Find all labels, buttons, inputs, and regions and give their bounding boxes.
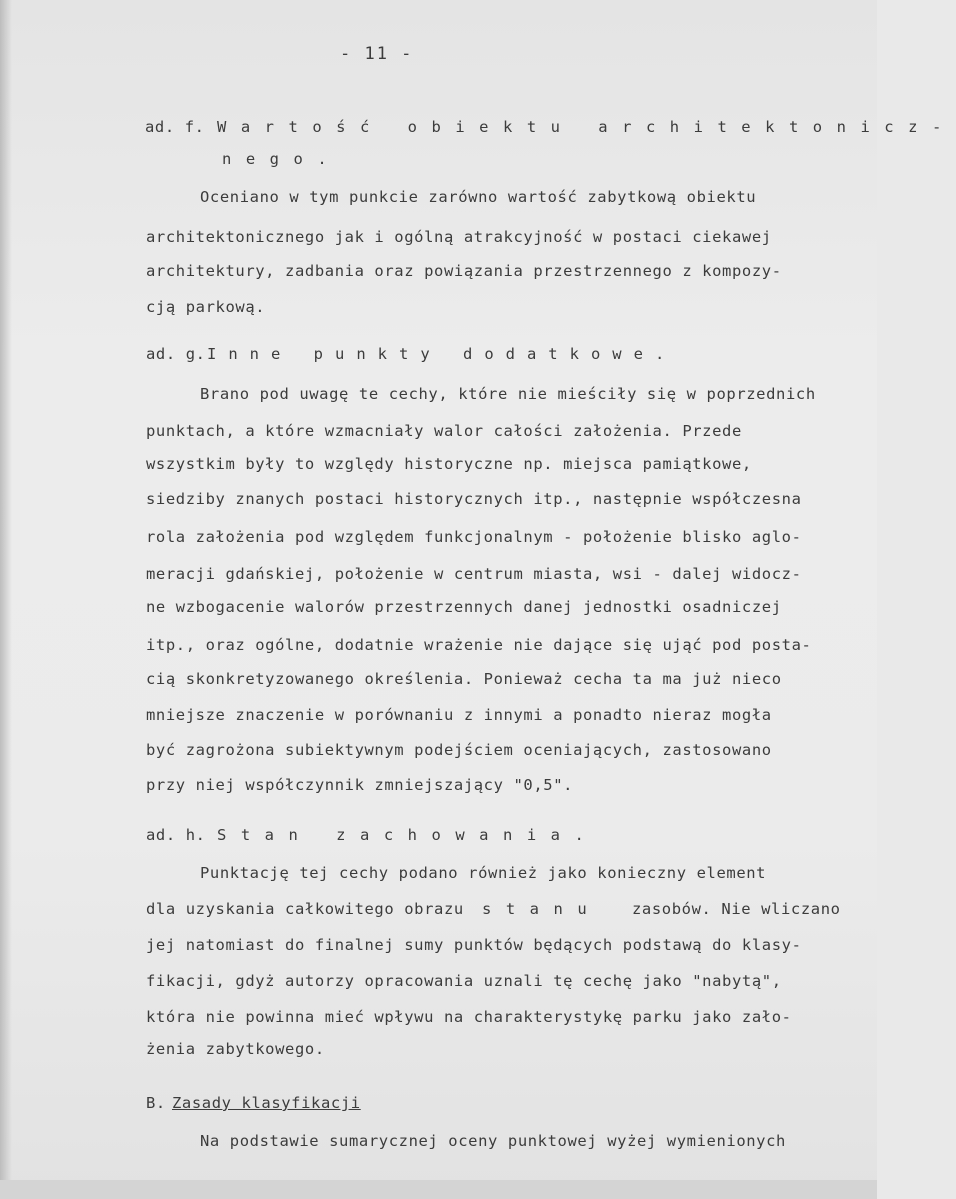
section-g-body-line: przy niej współczynnik zmniejszający "0,5". <box>146 776 574 794</box>
section-g-body-line: Brano pod uwagę te cechy, które nie mieściły się w poprzednich <box>200 385 816 403</box>
scan-edge-shadow <box>0 0 12 1199</box>
section-f-title-1: Wartość obiektu architektonicz- <box>217 118 956 136</box>
section-h-inline-spaced: stanu <box>482 900 602 918</box>
section-h-body-line: fikacji, gdyż autorzy opracowania uznali tę cechę jako "nabytą", <box>146 972 782 990</box>
section-g-body-line: mniejsze znaczenie w porównaniu z innymi a ponadto nieraz mogła <box>146 706 772 724</box>
section-g-body-line: punktach, a które wzmacniały walor całości założenia. Przede <box>146 422 742 440</box>
section-g-body-line: wszystkim były to względy historyczne np. miejsca pamiątkowe, <box>146 455 752 473</box>
section-f-body-line: Oceniano w tym punkcie zarówno wartość zabytkową obiektu <box>200 188 757 206</box>
section-h-title: Stan zachowania. <box>217 826 599 844</box>
section-h-label: ad. h. <box>146 826 206 844</box>
section-g-body-line: meracji gdańskiej, położenie w centrum miasta, wsi - dalej widocz- <box>146 565 802 583</box>
section-h-body-line: dla uzyskania całkowitego obrazu <box>146 900 464 918</box>
section-h-body-line: Punktację tej cechy podano również jako konieczny element <box>200 864 767 882</box>
section-h-body-line: która nie powinna mieć wpływu na charakterystykę parku jako zało- <box>146 1008 792 1026</box>
section-f-body-line: architektury, zadbania oraz powiązania przestrzennego z kompozy- <box>146 262 782 280</box>
section-g-body-line: rola założenia pod względem funkcjonalnym - położenie blisko aglo- <box>146 528 802 546</box>
section-h-body-line: jej natomiast do finalnej sumy punktów będących podstawą do klasy- <box>146 936 802 954</box>
section-f-label: ad. f. <box>145 118 205 136</box>
section-b-label: B. <box>146 1094 166 1112</box>
section-g-title: Inne punkty dodatkowe. <box>207 345 677 363</box>
section-b-title: Zasady klasyfikacji <box>172 1094 361 1112</box>
page-number: - 11 - <box>340 44 414 64</box>
section-g-body-line: itp., oraz ogólne, dodatnie wrażenie nie dające się ująć pod posta- <box>146 636 812 654</box>
section-h-inline-after: zasobów. Nie wliczano <box>632 900 841 918</box>
section-g-body-line: ne wzbogacenie walorów przestrzennych danej jednostki osadniczej <box>146 598 782 616</box>
section-g-body-line: cią skonkretyzowanego określenia. Ponieważ cecha ta ma już nieco <box>146 670 782 688</box>
section-h-body-line: żenia zabytkowego. <box>146 1040 325 1058</box>
scan-bottom-edge <box>0 1180 877 1199</box>
section-f-title-2: nego. <box>222 150 342 168</box>
section-f-body-line: architektonicznego jak i ogólną atrakcyjność w postaci ciekawej <box>146 228 772 246</box>
section-g-body-line: siedziby znanych postaci historycznych itp., następnie współczesna <box>146 490 802 508</box>
section-g-body-line: być zagrożona subiektywnym podejściem oceniających, zastosowano <box>146 741 772 759</box>
section-g-label: ad. g. <box>146 345 206 363</box>
section-f-body-line: cją parkową. <box>146 298 266 316</box>
section-b-body-line: Na podstawie sumarycznej oceny punktowej wyżej wymienionych <box>200 1132 786 1150</box>
